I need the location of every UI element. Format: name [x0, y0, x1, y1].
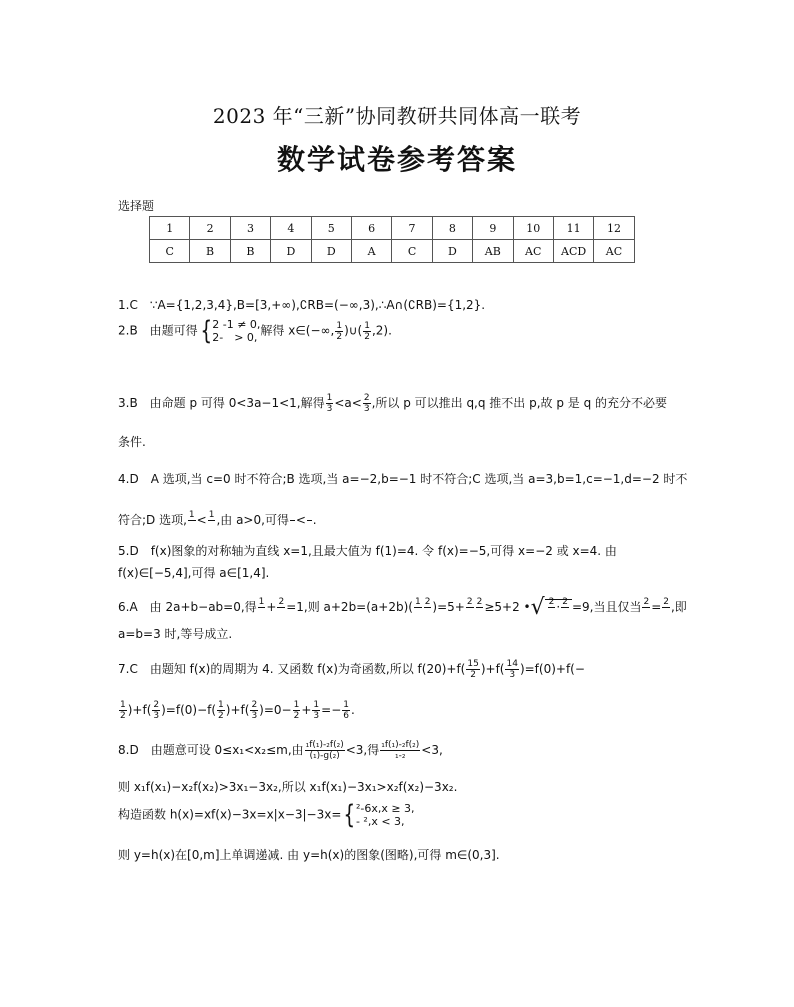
- answer-cell: AC: [594, 240, 634, 263]
- solution-6-continued: a=b=3 时,等号成立.: [118, 627, 233, 641]
- sqrt-radicand: [545, 599, 572, 614]
- solution-2: [118, 318, 392, 344]
- fraction: [466, 597, 474, 618]
- numerator: 2: [476, 597, 483, 607]
- denominator: [424, 608, 432, 618]
- solution-2-text: 解得 x∈(−∞,: [260, 323, 335, 338]
- solution-7: [118, 659, 585, 680]
- numerator: 2: [153, 700, 160, 710]
- solution-3-text: 3.B 由命题 p 可得 0<3a−1<1,解得: [118, 396, 325, 410]
- solution-4-continued: [118, 510, 317, 531]
- brace-symbol: {: [200, 316, 212, 346]
- answer-cell: AB: [473, 240, 513, 263]
- fraction: [307, 510, 312, 531]
- fraction: [188, 510, 196, 531]
- numerator: 2: [424, 597, 431, 607]
- fraction: [424, 597, 432, 618]
- solution-5: 5.D f(x)图象的对称轴为直线 x=1,且最大值为 f(1)=4. 令 f(x)=−5,可得 x=−2 或 x=4. 由: [118, 544, 617, 558]
- fraction: [335, 321, 343, 342]
- denominator: 2: [470, 670, 476, 680]
- question-number: 5: [311, 217, 351, 240]
- denominator: 3: [313, 711, 320, 721]
- answer-cell: C: [150, 240, 190, 263]
- question-number: 2: [190, 217, 230, 240]
- solution-6-text: =1,则 a+2b=(a+2b)(: [286, 600, 413, 614]
- solution-8-line-4: 则 y=h(x)在[0,m]上单调递减. 由 y=h(x)的图象(图略),可得 m∈(0,3].: [118, 848, 500, 862]
- numerator: 1: [120, 700, 126, 710]
- denominator: [258, 608, 266, 618]
- answer-table-number-row: [150, 217, 635, 240]
- fraction: [363, 393, 371, 414]
- answer-cell: D: [311, 240, 351, 263]
- solution-7-text: 7.C 由题知 f(x)的周期为 4. 又函数 f(x)为奇函数,所以 f(20)+f(: [118, 662, 466, 676]
- solution-3: [118, 393, 667, 414]
- denominator: 2: [364, 331, 370, 342]
- numerator: 2: [643, 597, 650, 607]
- denominator: 6: [343, 711, 349, 721]
- solution-3-text: <a<: [334, 396, 362, 410]
- question-number: 3: [230, 217, 270, 240]
- solution-6-text: +: [266, 600, 277, 614]
- solution-2-text: 2.B 由题可得: [118, 323, 198, 338]
- denominator: 2: [120, 711, 126, 721]
- answer-table-answer-row: [150, 240, 635, 263]
- numerator: 15: [467, 659, 479, 669]
- fraction: [290, 510, 295, 531]
- numerator: 2: [562, 597, 568, 607]
- question-number: 10: [513, 217, 553, 240]
- numerator: [290, 510, 295, 521]
- question-number: 6: [351, 217, 391, 240]
- dot-symbol: ·: [556, 600, 561, 614]
- numerator: ₁f(₁)-₂f(₂): [381, 740, 420, 750]
- numerator: 1: [326, 393, 333, 403]
- fraction: [293, 700, 301, 721]
- fraction: [662, 597, 670, 618]
- fraction: [277, 597, 285, 618]
- solution-7-text: .: [350, 703, 355, 717]
- answer-cell: A: [351, 240, 391, 263]
- answer-cell: ACD: [553, 240, 593, 263]
- fraction: [258, 597, 266, 618]
- solution-8-text: <3,: [421, 743, 443, 757]
- fraction: [414, 597, 422, 618]
- numerator: ₁f(₁)-₂f(₂): [305, 740, 344, 750]
- solution-8-line-3: [118, 802, 415, 828]
- numerator: 1: [364, 320, 370, 331]
- denominator: 2: [293, 711, 300, 721]
- solution-7-text: +: [301, 703, 312, 717]
- numerator: 1: [313, 700, 320, 710]
- denominator: [414, 608, 422, 618]
- denominator: 3: [251, 711, 258, 721]
- denominator: [561, 608, 569, 618]
- denominator: [642, 608, 650, 618]
- question-number: 11: [553, 217, 593, 240]
- solution-8-text: 构造函数 h(x)=xf(x)−3x=x|x−3|−3x=: [118, 807, 342, 822]
- solution-7-text: )=f(0)+f(−: [519, 662, 585, 676]
- solution-6-text: =: [651, 600, 662, 614]
- answer-cell: D: [271, 240, 311, 263]
- solution-7-text: )=f(0)−f(: [161, 703, 217, 717]
- denominator: [662, 608, 670, 618]
- answer-key-title: 数学试卷参考答案: [276, 143, 517, 176]
- question-number: 1: [150, 217, 190, 240]
- fraction: [217, 700, 225, 721]
- denominator: 2: [336, 331, 343, 342]
- denominator: [290, 521, 295, 531]
- answer-cell: C: [392, 240, 432, 263]
- solution-7-text: )=0−: [259, 703, 292, 717]
- solution-7-text: )+f(: [225, 703, 250, 717]
- solution-4-text: <: [196, 513, 207, 527]
- solution-1: 1.C ∵A={1,2,3,4},B=[3,+∞),∁RB=(−∞,3),∴A∩(∁RB)={1,2}.: [118, 298, 486, 312]
- fraction: [642, 597, 650, 618]
- fraction: [342, 700, 350, 721]
- numerator: 14: [506, 659, 518, 669]
- system-of-inequalities: [212, 318, 260, 344]
- fraction: [476, 597, 484, 618]
- fraction: [305, 740, 345, 761]
- section-label-multiple-choice: 选择题: [118, 199, 155, 213]
- solution-7-text: )+f(: [480, 662, 505, 676]
- solution-6-text: ,即: [670, 600, 687, 614]
- fraction: [505, 659, 518, 680]
- fraction: [312, 700, 320, 721]
- question-number: 9: [473, 217, 513, 240]
- numerator: 2: [663, 597, 669, 607]
- fraction: [466, 659, 479, 680]
- denominator: [466, 608, 474, 618]
- solution-3-text: ,所以 p 可以推出 q,q 推不出 p,故 p 是 q 的充分不必要: [371, 396, 668, 410]
- fraction: [119, 700, 127, 721]
- numerator: 2: [548, 597, 555, 607]
- question-number: 7: [392, 217, 432, 240]
- solution-8-line-2: 则 x₁f(x₁)−x₂f(x₂)>3x₁−3x₂,所以 x₁f(x₁)−3x₁>x₂f(x₂)−3x₂.: [118, 780, 458, 794]
- numerator: 2: [363, 393, 370, 403]
- denominator: [277, 608, 285, 618]
- denominator: [208, 521, 216, 531]
- numerator: 1: [336, 320, 343, 331]
- denominator: [548, 608, 556, 618]
- solution-4-text: ,由 a>0,可得: [216, 513, 289, 527]
- brace-symbol: {: [343, 800, 356, 830]
- solution-2-text: )∪(: [344, 323, 363, 338]
- case-line: 2 -1 ≠ 0,: [212, 318, 261, 331]
- solution-5-continued: f(x)∈[−5,4],可得 a∈[1,4].: [118, 566, 270, 580]
- piecewise-function: [356, 802, 415, 828]
- denominator: [476, 608, 484, 618]
- fraction: [152, 700, 160, 721]
- answer-cell: B: [190, 240, 230, 263]
- case-line: - ²,x < 3,: [355, 815, 405, 828]
- denominator: [188, 521, 196, 531]
- denominator: ₁-₂: [395, 751, 406, 761]
- fraction: [208, 510, 216, 531]
- fraction: [326, 393, 334, 414]
- solution-7-continued: [118, 700, 355, 721]
- question-number: 12: [594, 217, 634, 240]
- answer-table: [149, 216, 635, 263]
- solution-4-text: .: [312, 513, 317, 527]
- exam-title: 2023 年“三新”协同教研共同体高一联考: [212, 104, 582, 128]
- solution-6-text: =9,当且仅当: [571, 600, 642, 614]
- numerator: 1: [343, 700, 349, 710]
- denominator: [307, 521, 312, 531]
- case-line: ²-6x,x ≥ 3,: [355, 802, 415, 815]
- answer-cell: AC: [513, 240, 553, 263]
- case-line: 2- > 0,: [212, 331, 258, 344]
- solution-6: [118, 595, 687, 620]
- numerator: 1: [188, 510, 195, 520]
- solution-8-text: 8.D 由题意可设 0≤x₁<x₂≤m,由: [118, 743, 304, 757]
- answer-cell: D: [432, 240, 472, 263]
- denominator: 2: [218, 711, 224, 721]
- denominator: 3: [153, 711, 160, 721]
- numerator: 2: [251, 700, 258, 710]
- numerator: 1: [208, 510, 215, 520]
- denominator: (₁)-g(₂): [309, 751, 340, 761]
- fraction: [250, 700, 258, 721]
- denominator: 3: [326, 404, 333, 414]
- sqrt-symbol: √: [530, 595, 545, 620]
- solution-6-text: )=5+: [432, 600, 465, 614]
- question-number: 8: [432, 217, 472, 240]
- answer-cell: B: [230, 240, 270, 263]
- denominator: 3: [509, 670, 516, 680]
- solution-4-text: <: [295, 513, 306, 527]
- denominator: 3: [363, 404, 370, 414]
- numerator: 2: [278, 597, 285, 607]
- fraction: [380, 740, 420, 761]
- solution-6-text: 6.A 由 2a+b−ab=0,得: [118, 600, 257, 614]
- solution-2-text: ,2).: [371, 323, 392, 338]
- solution-7-text: =−: [321, 703, 342, 717]
- solution-7-text: )+f(: [127, 703, 152, 717]
- fraction: [561, 597, 569, 618]
- numerator: 1: [258, 597, 265, 607]
- numerator: 1: [293, 700, 300, 710]
- numerator: [307, 510, 312, 521]
- numerator: 1: [414, 597, 421, 607]
- solution-6-text: ≥5+2 •: [484, 600, 531, 614]
- numerator: 2: [466, 597, 473, 607]
- solution-8: [118, 740, 443, 761]
- fraction: [363, 321, 371, 342]
- solution-4-text: 符合;D 选项,: [118, 513, 187, 527]
- fraction: [548, 597, 556, 618]
- solution-8-text: <3,得: [345, 743, 380, 757]
- solution-4: 4.D A 选项,当 c=0 时不符合;B 选项,当 a=−2,b=−1 时不符合;C 选项,当 a=3,b=1,c=−1,d=−2 时不: [118, 472, 688, 486]
- solution-3-continued: 条件.: [118, 435, 146, 449]
- numerator: 1: [218, 700, 224, 710]
- question-number: 4: [271, 217, 311, 240]
